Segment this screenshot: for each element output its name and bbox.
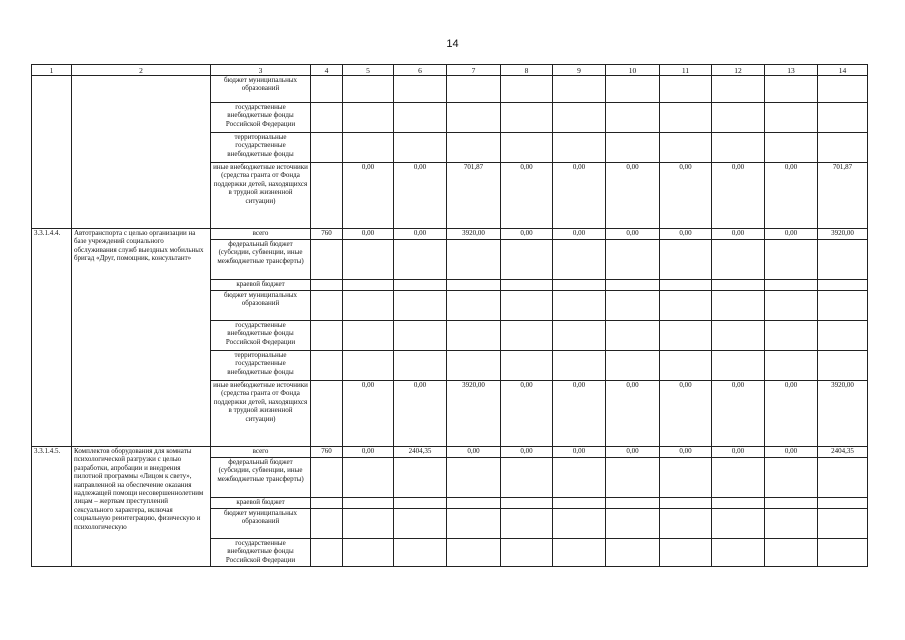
value-cell <box>343 280 394 291</box>
value-cell <box>712 509 765 539</box>
value-cell <box>712 240 765 280</box>
header-row <box>32 65 868 76</box>
column-header: 9 <box>553 65 606 76</box>
value-cell <box>606 280 660 291</box>
value-cell <box>765 280 818 291</box>
funding-source: государственные внебюджетные фонды Российской Федерации <box>211 539 311 567</box>
value-cell <box>606 498 660 509</box>
value-cell <box>394 76 447 103</box>
value-cell <box>765 133 818 163</box>
value-cell <box>765 76 818 103</box>
value-cell <box>501 240 553 280</box>
value-cell <box>712 458 765 498</box>
value-cell: 701,87 <box>818 163 868 229</box>
value-cell <box>765 509 818 539</box>
col4-cell <box>311 76 343 103</box>
value-cell <box>447 133 501 163</box>
col4-cell <box>311 163 343 229</box>
value-cell <box>712 133 765 163</box>
value-cell: 0,00 <box>343 447 394 458</box>
value-cell <box>343 498 394 509</box>
funding-source: иные внебюджетные источники (средства гранта от Фонда поддержки детей, находящихся в трудной жизненной ситуации) <box>211 163 311 229</box>
value-cell <box>818 458 868 498</box>
value-cell <box>606 76 660 103</box>
value-cell <box>818 351 868 381</box>
value-cell <box>394 458 447 498</box>
value-cell <box>343 133 394 163</box>
table-row <box>32 447 868 458</box>
value-cell <box>343 509 394 539</box>
value-cell <box>447 458 501 498</box>
value-cell <box>712 539 765 567</box>
value-cell <box>660 76 712 103</box>
value-cell: 0,00 <box>765 381 818 447</box>
column-header: 2 <box>72 65 211 76</box>
value-cell: 0,00 <box>553 447 606 458</box>
value-cell <box>343 76 394 103</box>
col4-cell <box>311 509 343 539</box>
value-cell <box>660 280 712 291</box>
value-cell: 0,00 <box>553 229 606 240</box>
value-cell <box>447 509 501 539</box>
value-cell: 3920,00 <box>818 381 868 447</box>
funding-source: краевой бюджет <box>211 498 311 509</box>
funding-source: бюджет муниципальных образований <box>211 76 311 103</box>
funding-source: бюджет муниципальных образований <box>211 509 311 539</box>
value-cell: 0,00 <box>447 447 501 458</box>
value-cell <box>343 291 394 321</box>
table-row <box>32 229 868 240</box>
value-cell <box>765 351 818 381</box>
value-cell <box>712 321 765 351</box>
value-cell <box>765 498 818 509</box>
value-cell <box>606 509 660 539</box>
value-cell <box>343 539 394 567</box>
value-cell <box>553 291 606 321</box>
column-header: 14 <box>818 65 868 76</box>
value-cell: 0,00 <box>712 447 765 458</box>
value-cell <box>394 280 447 291</box>
value-cell <box>660 103 712 133</box>
value-cell <box>394 133 447 163</box>
value-cell <box>501 351 553 381</box>
value-cell: 0,00 <box>501 447 553 458</box>
value-cell <box>501 321 553 351</box>
value-cell <box>501 498 553 509</box>
value-cell <box>818 76 868 103</box>
value-cell <box>818 498 868 509</box>
value-cell <box>712 351 765 381</box>
value-cell <box>553 240 606 280</box>
value-cell <box>394 240 447 280</box>
value-cell <box>765 291 818 321</box>
value-cell <box>447 321 501 351</box>
column-header: 13 <box>765 65 818 76</box>
value-cell <box>447 539 501 567</box>
value-cell: 0,00 <box>501 229 553 240</box>
value-cell <box>712 76 765 103</box>
value-cell <box>818 291 868 321</box>
value-cell: 0,00 <box>553 381 606 447</box>
value-cell <box>447 76 501 103</box>
value-cell <box>765 321 818 351</box>
value-cell <box>660 498 712 509</box>
value-cell <box>660 539 712 567</box>
value-cell: 0,00 <box>712 229 765 240</box>
value-cell: 0,00 <box>501 163 553 229</box>
value-cell <box>818 280 868 291</box>
value-cell: 3920,00 <box>447 381 501 447</box>
value-cell <box>606 291 660 321</box>
column-header: 5 <box>343 65 394 76</box>
column-header: 8 <box>501 65 553 76</box>
value-cell <box>606 103 660 133</box>
value-cell: 0,00 <box>660 163 712 229</box>
value-cell <box>501 280 553 291</box>
value-cell <box>606 321 660 351</box>
col4-cell <box>311 280 343 291</box>
value-cell <box>606 458 660 498</box>
value-cell: 3920,00 <box>818 229 868 240</box>
col4-cell <box>311 291 343 321</box>
value-cell: 0,00 <box>660 381 712 447</box>
funding-source: краевой бюджет <box>211 280 311 291</box>
value-cell <box>712 280 765 291</box>
item-code <box>32 76 72 229</box>
value-cell <box>447 291 501 321</box>
col4-cell <box>311 498 343 509</box>
value-cell <box>765 458 818 498</box>
funding-source: иные внебюджетные источники (средства гранта от Фонда поддержки детей, находящихся в трудной жизненной ситуации) <box>211 381 311 447</box>
value-cell <box>660 351 712 381</box>
value-cell: 0,00 <box>606 163 660 229</box>
value-cell <box>553 321 606 351</box>
value-cell <box>394 321 447 351</box>
value-cell: 0,00 <box>606 229 660 240</box>
column-header: 7 <box>447 65 501 76</box>
value-cell <box>660 321 712 351</box>
value-cell <box>553 351 606 381</box>
value-cell: 0,00 <box>606 447 660 458</box>
funding-source: государственные внебюджетные фонды Российской Федерации <box>211 103 311 133</box>
col4-cell <box>311 458 343 498</box>
column-header: 4 <box>311 65 343 76</box>
value-cell <box>765 539 818 567</box>
item-description: Автотранспорта с целью организации на базе учреждений социального обслуживания служб выездных мобильных бригад «Друг, помощник, консультант» <box>72 229 211 447</box>
value-cell <box>818 321 868 351</box>
value-cell: 2404,35 <box>394 447 447 458</box>
value-cell <box>818 240 868 280</box>
value-cell <box>660 133 712 163</box>
value-cell <box>394 351 447 381</box>
column-header: 11 <box>660 65 712 76</box>
value-cell <box>818 539 868 567</box>
value-cell <box>660 509 712 539</box>
value-cell: 0,00 <box>606 381 660 447</box>
value-cell <box>447 280 501 291</box>
value-cell <box>553 280 606 291</box>
value-cell: 3920,00 <box>447 229 501 240</box>
value-cell <box>553 76 606 103</box>
item-code: 3.3.1.4.4. <box>32 229 72 447</box>
value-cell: 0,00 <box>660 447 712 458</box>
value-cell <box>501 509 553 539</box>
value-cell <box>553 458 606 498</box>
funding-source: территориальные государственные внебюджетные фонды <box>211 133 311 163</box>
value-cell <box>818 133 868 163</box>
value-cell <box>343 351 394 381</box>
value-cell: 701,87 <box>447 163 501 229</box>
column-header: 6 <box>394 65 447 76</box>
value-cell: 0,00 <box>765 447 818 458</box>
value-cell <box>447 498 501 509</box>
value-cell <box>501 103 553 133</box>
value-cell <box>394 509 447 539</box>
value-cell: 0,00 <box>712 381 765 447</box>
funding-source: федеральный бюджет (субсидии, субвенции, иные межбюджетные трансферты) <box>211 240 311 280</box>
value-cell <box>501 133 553 163</box>
value-cell: 0,00 <box>712 163 765 229</box>
value-cell <box>394 291 447 321</box>
value-cell <box>660 240 712 280</box>
budget-table <box>31 64 868 567</box>
value-cell <box>343 103 394 133</box>
value-cell <box>765 103 818 133</box>
value-cell: 0,00 <box>343 381 394 447</box>
value-cell <box>553 103 606 133</box>
column-header: 3 <box>211 65 311 76</box>
value-cell <box>712 103 765 133</box>
value-cell <box>712 291 765 321</box>
value-cell: 0,00 <box>660 229 712 240</box>
value-cell <box>394 539 447 567</box>
value-cell <box>765 240 818 280</box>
value-cell <box>606 351 660 381</box>
value-cell: 0,00 <box>501 381 553 447</box>
value-cell: 0,00 <box>765 163 818 229</box>
value-cell <box>660 458 712 498</box>
table-row <box>32 76 868 103</box>
value-cell <box>343 321 394 351</box>
item-description <box>72 76 211 229</box>
value-cell <box>553 498 606 509</box>
col4-cell <box>311 133 343 163</box>
value-cell <box>343 458 394 498</box>
value-cell: 0,00 <box>394 381 447 447</box>
column-header: 1 <box>32 65 72 76</box>
page-number: 14 <box>446 38 459 50</box>
value-cell <box>394 498 447 509</box>
value-cell <box>501 76 553 103</box>
value-cell <box>394 103 447 133</box>
value-cell <box>447 103 501 133</box>
value-cell <box>501 291 553 321</box>
value-cell: 0,00 <box>553 163 606 229</box>
value-cell <box>553 509 606 539</box>
funding-source: бюджет муниципальных образований <box>211 291 311 321</box>
value-cell <box>712 498 765 509</box>
value-cell <box>447 351 501 381</box>
value-cell <box>553 133 606 163</box>
value-cell: 2404,35 <box>818 447 868 458</box>
value-cell <box>660 291 712 321</box>
value-cell: 0,00 <box>343 163 394 229</box>
col4-cell <box>311 539 343 567</box>
value-cell: 0,00 <box>394 163 447 229</box>
funding-source: федеральный бюджет (субсидии, субвенции, иные межбюджетные трансферты) <box>211 458 311 498</box>
value-cell <box>818 103 868 133</box>
value-cell <box>553 539 606 567</box>
value-cell <box>606 240 660 280</box>
col4-cell: 760 <box>311 447 343 458</box>
value-cell: 0,00 <box>343 229 394 240</box>
funding-source: всего <box>211 229 311 240</box>
col4-cell <box>311 240 343 280</box>
value-cell <box>501 539 553 567</box>
value-cell <box>606 133 660 163</box>
col4-cell <box>311 321 343 351</box>
value-cell <box>606 539 660 567</box>
item-description: Комплектов оборудования для комнаты психологической разгрузки с целью разработки, апробации и внедрения пилотной программы «Лицом к свету», направленной на обеспечение оказания надлежащей помощи несовершеннолетним лицам – жертвам преступлений сексуального характера, включая социальную реинтеграцию, физическую и психологическую <box>72 447 211 567</box>
value-cell <box>501 458 553 498</box>
value-cell: 0,00 <box>765 229 818 240</box>
col4-cell <box>311 351 343 381</box>
item-code: 3.3.1.4.5. <box>32 447 72 567</box>
col4-cell: 760 <box>311 229 343 240</box>
column-header: 10 <box>606 65 660 76</box>
col4-cell <box>311 103 343 133</box>
funding-source: всего <box>211 447 311 458</box>
value-cell: 0,00 <box>394 229 447 240</box>
value-cell <box>343 240 394 280</box>
funding-source: государственные внебюджетные фонды Российской Федерации <box>211 321 311 351</box>
col4-cell <box>311 381 343 447</box>
value-cell <box>818 509 868 539</box>
funding-source: территориальные государственные внебюджетные фонды <box>211 351 311 381</box>
column-header: 12 <box>712 65 765 76</box>
value-cell <box>447 240 501 280</box>
